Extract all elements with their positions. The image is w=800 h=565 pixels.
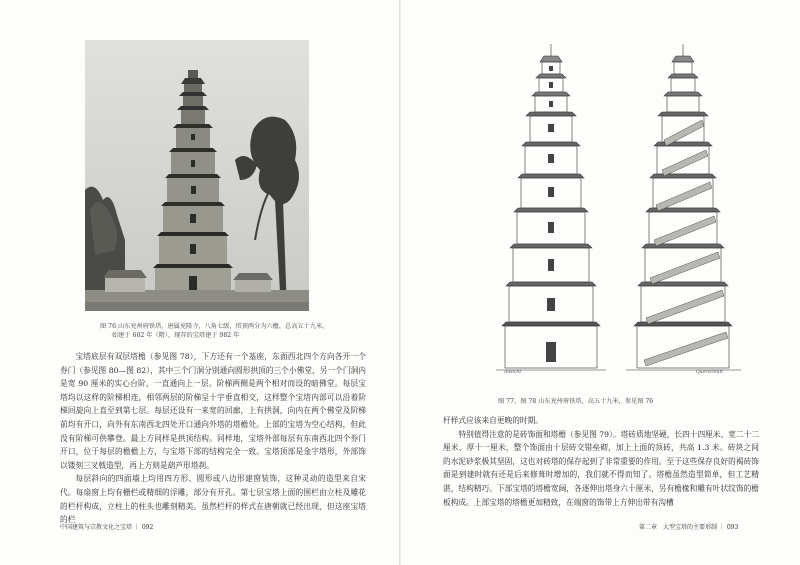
pagoda-photo-image (85, 40, 309, 311)
paragraph: 特别值得注意的是砖饰面和塔檐（参见图 79）。塔砖质地坚硬，长四十四厘米、宽二十二厘米、厚十一厘米，整个饰面由十层砖交错垒砌，加上上面的顶砖，共高 1.3 米。砖块之间的水泥砂浆极其坚固，这也对砖塔的保存起到了非常重要的作用。至于这些保存良好的褐砖饰面是到建时就有还是后来修葺时增加的，我们就不得而知了。塔檐虽然造型简单，但工艺精湛，结构精巧。下部宝塔的塔檐宽阔，各逐伸出塔身六十厘米，另有檐椽和雕有叶状纹饰的檐板构成。上部宝塔的塔檐更加精致，在端窗的饰带上方伸出带有沟槽 (443, 429, 759, 507)
left-page (0, 0, 399, 565)
right-footer: 第二章 大型宝塔的主要形制 ｜ 093 (639, 524, 739, 531)
pagoda-elevation-image (496, 40, 606, 378)
right-page (401, 0, 800, 565)
paragraph: 杆样式应该来自更晚的时期。 (443, 416, 543, 425)
pagoda-section-image (626, 40, 741, 378)
right-body-text (443, 414, 759, 509)
elevation-label: Ansicht (504, 370, 522, 375)
elevation-drawing (496, 40, 606, 378)
paragraph: 每层斜向的四面墙上均用四方形、圆形或八边形建窗装饰，这种灵动的造型来自宋代。每扇窗上均有栅栏或精细的浮雕，部分有开孔。第七层宝塔上面的围栏由立柱及雕花的栏杆构成，立柱上的柱头也雕刻精美。虽然栏杆的样式在唐朝就已经出现，但这座宝塔的栏 (60, 474, 366, 525)
pagoda-photo (85, 40, 309, 311)
photo-caption (100, 323, 340, 340)
section-drawing (626, 40, 741, 378)
figure-caption: 图 77、图 78 山东兖州府铁塔，高五十九米，参见图 76 (498, 398, 654, 405)
section-label: Querschnitt (696, 370, 724, 375)
paragraph: 宝塔底层有双层塔檐（参见图 78），下方还有一个基座，东面西北四个方向各开一个券门（参见图 80—图 82），其中三个门洞分别通向圆形拱顶的三个小佛堂，另一个门洞内是宽 90 厘米的实心台阶，一直通向上一层。阶梯两侧是两个相对而设的暗佛堂。每层宝塔均以这样的阶梯相连，相邻两层的阶梯呈十字垂直相交，这样整个宝塔内部可以沿着阶梯回旋向上直至到第七层。每层还设有一来宽的回廊，上有拱洞，向内在两个佛堂及阶梯前均有开口，向外有东南西北四处开口通向外塔的塔檐处。上部的宝塔为空心结构，但此没有阶梯可供攀登。最上方同样是拱顶结构。同样地，宝塔外部每层有东南西北四个券门开口，位于每层的檐檐上方，与宝塔下部的结构完全一致。宝塔顶部是金字塔形，外部饰以镂刻三叉戟造型，再上方则是葫芦形塔刹。 (60, 352, 366, 470)
photo-caption-line: 始建于 602 年（隋），现存的宝塔建于 982 年 (112, 331, 240, 339)
photo-caption-line: 图 76 山东兖州府铁塔，唐属兖隆寺，八角七级，塔顶两分为六檐，总高五十九米。 (100, 323, 329, 330)
left-body-text (60, 350, 366, 527)
left-footer: 中国建筑与宗教文化之宝塔 ｜ 092 (60, 524, 154, 531)
